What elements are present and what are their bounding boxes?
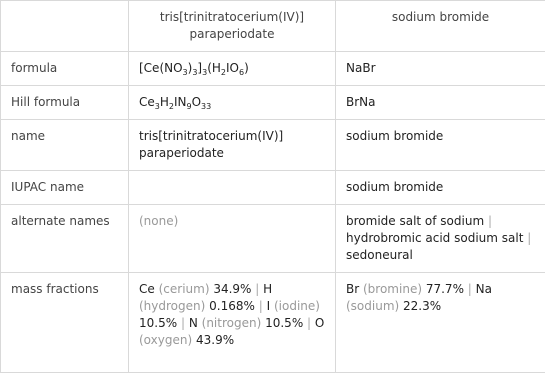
hill-formula-label: Hill formula [1,86,129,120]
hill-formula-value-1: $Ce_3H_2IN_9O_{33}$ [129,86,336,120]
iupac-name-value-1 [129,171,336,205]
iupac-name-value-2: sodium bromide [336,171,545,205]
iupac-name-row [1,171,545,205]
element-symbol: I [267,299,271,313]
element-name: (nitrogen) [202,316,262,330]
alternate-names-row [1,205,545,273]
element-symbol: N [189,316,198,330]
element-name: (iodine) [274,299,320,313]
header-compound-2: sodium bromide [336,1,545,52]
element-name: (cerium) [159,282,210,296]
element-symbol: Br [346,282,359,296]
element-fraction: 43.9% [196,333,234,347]
alternate-name: hydrobromic acid sodium salt [346,231,523,245]
header-row [1,1,545,52]
mass-fractions-value-1: Ce (cerium) 34.9% | H (hydrogen) 0.168% | I (iodine) 10.5% | N (nitrogen) 10.5% | O (oxygen) 43.9% [129,273,336,373]
element-name: (sodium) [346,299,399,313]
alternate-names-value-1: (none) [129,205,336,273]
alternate-name: bromide salt of sodium [346,214,484,228]
element-symbol: O [315,316,324,330]
alternate-name: sedoneural [346,248,413,262]
separator: | [488,214,492,228]
hill-formula-value-2: BrNa [336,86,545,120]
mass-fractions-row [1,273,545,373]
element-fraction: 10.5% [265,316,303,330]
element-symbol: Ce [139,282,155,296]
hill-formula-row [1,86,545,120]
separator: | [527,231,531,245]
formula-value-1: $[Ce(NO_3)_3]_3(H_2IO_6)$ [129,52,336,86]
element-name: (oxygen) [139,333,192,347]
alternate-names-label: alternate names [1,205,129,273]
name-label: name [1,120,129,171]
header-compound-1: tris[trinitratocerium(IV)] paraperiodate [129,1,336,52]
header-empty-cell [1,1,129,52]
iupac-name-label: IUPAC name [1,171,129,205]
element-fraction: 34.9% [213,282,251,296]
element-symbol: Na [476,282,492,296]
mass-fractions-value-2: Br (bromine) 77.7% | Na (sodium) 22.3% [336,273,545,373]
formula-row [1,52,545,86]
element-fraction: 77.7% [426,282,464,296]
name-row [1,120,545,171]
element-symbol: H [263,282,272,296]
formula-label: formula [1,52,129,86]
element-fraction: 22.3% [403,299,441,313]
element-name: (bromine) [363,282,422,296]
element-fraction: 0.168% [209,299,255,313]
alternate-names-value-2 [336,205,545,273]
element-name: (hydrogen) [139,299,205,313]
formula-value-2: NaBr [336,52,545,86]
element-fraction: 10.5% [139,316,177,330]
name-value-2: sodium bromide [336,120,545,171]
name-value-1: tris[trinitratocerium(IV)] paraperiodate [129,120,336,171]
mass-fractions-label: mass fractions [1,273,129,373]
